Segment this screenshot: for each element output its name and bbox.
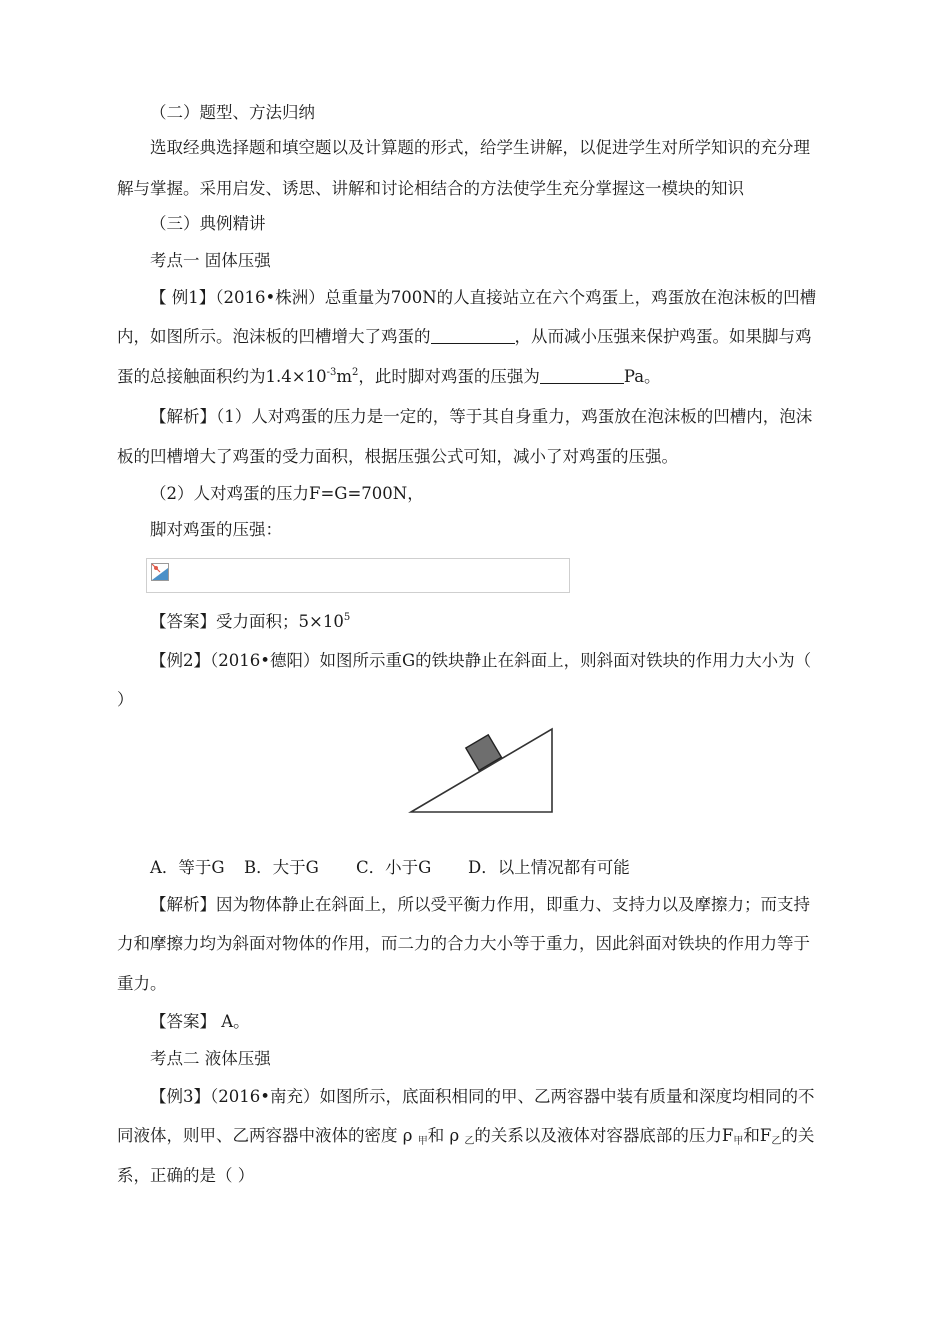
ex1-answer-text: 【答案】受力面积；5×10 bbox=[150, 612, 344, 631]
ex2-line1: 【例2】（2016•德阳）如图所示重G的铁块静止在斜面上，则斜面对铁块的作用力大小为（ bbox=[150, 651, 812, 670]
ex2-analysis-line3: 重力。 bbox=[117, 974, 167, 993]
formula-image-frame bbox=[146, 558, 570, 593]
ex2-option-d[interactable]: D．以上情况都有可能 bbox=[468, 858, 630, 877]
ex1-line2-text-a: 内，如图所示。泡沫板的凹槽增大了鸡蛋的 bbox=[117, 327, 431, 346]
ex3-line2-text-b: 和 ρ bbox=[427, 1126, 465, 1145]
ex1-analysis-line4: 脚对鸡蛋的压强： bbox=[150, 520, 282, 539]
ex1-blank1[interactable] bbox=[431, 326, 515, 344]
ex3-line1: 【例3】（2016•南充）如图所示，底面积相同的甲、乙两容器中装有质量和深度均相同的不 bbox=[150, 1087, 815, 1106]
ex2-line2: ） bbox=[117, 690, 134, 709]
ex2-option-b[interactable]: B．大于G bbox=[244, 858, 319, 877]
ex3-sub1: 甲 bbox=[417, 1136, 428, 1147]
ex2-options bbox=[150, 856, 630, 880]
section2-para-line2: 解与掌握。采用启发、诱思、讲解和讨论相结合的方法使学生充分掌握这一模块的知识 bbox=[117, 179, 744, 198]
ex1-line1: 【 例1】（2016•株洲）总重量为700N的人直接站立在六个鸡蛋上，鸡蛋放在泡沫板的凹槽 bbox=[150, 288, 817, 307]
kaodian2-heading: 考点二 液体压强 bbox=[150, 1049, 271, 1068]
ex1-line3-text-a: 蛋的总接触面积约为1.4×10 bbox=[117, 367, 327, 386]
ex1-exp2: 2 bbox=[351, 367, 359, 378]
ex1-line3-text-c: ，此时脚对鸡蛋的压强为 bbox=[358, 367, 540, 386]
ex3-line2-text-d: 和F bbox=[743, 1126, 772, 1145]
ex2-answer: 【答案】 A。 bbox=[150, 1012, 250, 1031]
ex1-line3 bbox=[117, 365, 661, 389]
section3-heading: （三）典例精讲 bbox=[150, 214, 266, 233]
ex3-sub3: 甲 bbox=[733, 1136, 744, 1147]
ex2-option-a[interactable]: A．等于G bbox=[150, 858, 225, 877]
kaodian1-heading: 考点一 固体压强 bbox=[150, 251, 271, 270]
ex1-blank2[interactable] bbox=[540, 366, 624, 384]
ex1-line2 bbox=[117, 325, 812, 349]
ex2-option-c[interactable]: C．小于G bbox=[356, 858, 432, 877]
ex1-analysis-line2: 板的凹槽增大了鸡蛋的受力面积，根据压强公式可知，减小了对鸡蛋的压强。 bbox=[117, 447, 678, 466]
ex1-line2-text-b: ，从而减小压强来保护鸡蛋。如果脚与鸡 bbox=[514, 327, 812, 346]
ex3-line2-text-c: 的关系以及液体对容器底部的压力F bbox=[474, 1126, 734, 1145]
ex1-answer-exp: 5 bbox=[343, 612, 351, 623]
iron-block bbox=[466, 735, 502, 771]
ex3-line2-text-a: 同液体，则甲、乙两容器中液体的密度 ρ bbox=[117, 1126, 418, 1145]
ex3-line2-text-e: 的关 bbox=[781, 1126, 815, 1145]
ex3-line3: 系，正确的是（ ） bbox=[117, 1166, 255, 1185]
ex3-line2 bbox=[117, 1124, 814, 1148]
ex2-analysis-line2: 力和摩擦力均为斜面对物体的作用，而二力的合力大小等于重力，因此斜面对铁块的作用力等于 bbox=[117, 934, 810, 953]
broken-image-icon bbox=[151, 563, 169, 581]
section2-para-line1: 选取经典选择题和填空题以及计算题的形式，给学生讲解，以促进学生对所学知识的充分理 bbox=[150, 138, 810, 157]
ex3-sub4: 乙 bbox=[771, 1136, 782, 1147]
ex1-analysis-line3: （2）人对鸡蛋的压力F=G=700N， bbox=[150, 484, 424, 503]
ex1-analysis-line1: 【解析】（1）人对鸡蛋的压力是一定的，等于其自身重力，鸡蛋放在泡沫板的凹槽内，泡沫 bbox=[150, 407, 813, 426]
ex1-line3-unit: m bbox=[336, 367, 352, 386]
ex2-analysis-line1: 【解析】因为物体静止在斜面上，所以受平衡力作用，即重力、支持力以及摩擦力；而支持 bbox=[150, 895, 810, 914]
ex1-answer bbox=[150, 610, 350, 634]
incline-figure bbox=[408, 726, 558, 816]
ex1-exp1: -3 bbox=[326, 367, 337, 378]
ex3-sub2: 乙 bbox=[464, 1136, 475, 1147]
section2-heading: （二）题型、方法归纳 bbox=[150, 103, 315, 122]
ex1-line3-text-d: Pa。 bbox=[623, 367, 661, 386]
